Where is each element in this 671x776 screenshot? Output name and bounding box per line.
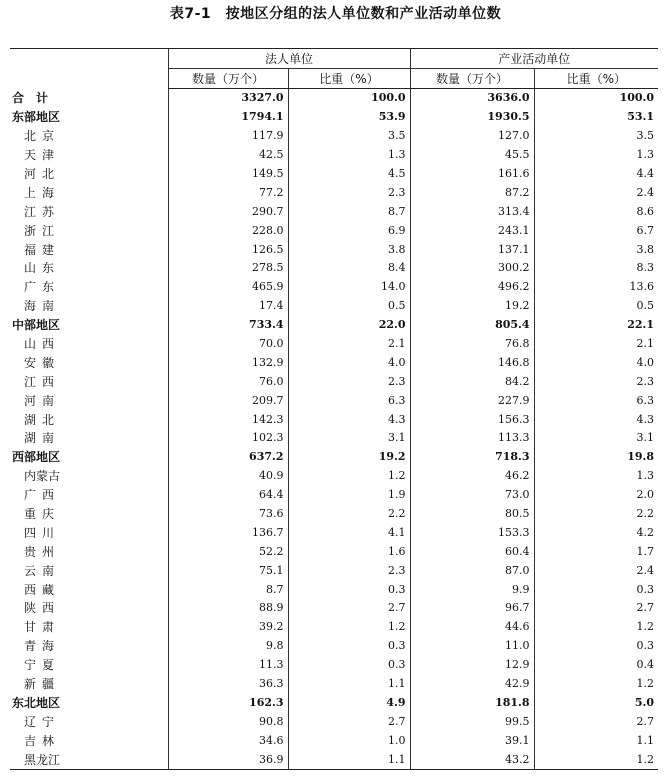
- activity-share-cell: 8.6: [534, 202, 658, 221]
- legal-count-cell: 40.9: [168, 467, 288, 486]
- activity-count-cell: 87.0: [410, 561, 534, 580]
- legal-count-cell: 8.7: [168, 580, 288, 599]
- activity-share-cell: 1.1: [534, 731, 658, 750]
- table-row: [10, 505, 658, 524]
- legal-share-cell: 4.3: [288, 410, 410, 429]
- row-label: 北京: [24, 129, 61, 144]
- legal-share-cell: 1.9: [288, 486, 410, 505]
- table-header: [10, 49, 658, 89]
- activity-share-cell: 5.0: [534, 694, 658, 713]
- activity-count-cell: 99.5: [410, 712, 534, 731]
- legal-share-cell: 3.5: [288, 127, 410, 146]
- table-row: [10, 146, 658, 165]
- table-row: [10, 731, 658, 750]
- activity-count-cell: 45.5: [410, 146, 534, 165]
- activity-share-header: 比重（%）: [534, 69, 658, 89]
- row-label: 河南: [24, 393, 61, 408]
- legal-count-cell: 34.6: [168, 731, 288, 750]
- legal-count-header: 数量（万个）: [168, 69, 288, 89]
- activity-share-cell: 8.3: [534, 259, 658, 278]
- activity-share-cell: 2.4: [534, 561, 658, 580]
- activity-count-cell: 300.2: [410, 259, 534, 278]
- activity-share-cell: 22.1: [534, 316, 658, 335]
- row-label: 天津: [24, 148, 61, 163]
- legal-count-cell: 9.8: [168, 637, 288, 656]
- activity-share-cell: 1.3: [534, 146, 658, 165]
- table-row: [10, 467, 658, 486]
- legal-share-cell: 14.0: [288, 278, 410, 297]
- legal-share-cell: 2.3: [288, 561, 410, 580]
- table-row: [10, 108, 658, 127]
- legal-share-cell: 1.1: [288, 675, 410, 694]
- row-label: 山西: [24, 337, 61, 352]
- legal-share-cell: 2.1: [288, 335, 410, 354]
- legal-share-cell: 0.3: [288, 637, 410, 656]
- table-row: [10, 410, 658, 429]
- legal-count-cell: 149.5: [168, 165, 288, 184]
- legal-count-cell: 117.9: [168, 127, 288, 146]
- activity-count-cell: 44.6: [410, 618, 534, 637]
- activity-share-cell: 53.1: [534, 108, 658, 127]
- activity-count-cell: 60.4: [410, 542, 534, 561]
- row-label: 上海: [24, 185, 61, 200]
- activity-count-cell: 805.4: [410, 316, 534, 335]
- activity-count-cell: 496.2: [410, 278, 534, 297]
- legal-count-cell: 132.9: [168, 353, 288, 372]
- row-label: 新疆: [24, 677, 61, 692]
- table-row: [10, 561, 658, 580]
- activity-count-cell: 39.1: [410, 731, 534, 750]
- activity-share-cell: 4.0: [534, 353, 658, 372]
- row-label: 河北: [24, 167, 61, 181]
- activity-share-cell: 6.7: [534, 221, 658, 240]
- activity-count-cell: 243.1: [410, 221, 534, 240]
- table-row: [10, 656, 658, 675]
- legal-share-cell: 1.0: [288, 731, 410, 750]
- row-label: 福建: [24, 242, 61, 257]
- activity-share-cell: 6.3: [534, 391, 658, 410]
- legal-share-cell: 3.8: [288, 240, 410, 259]
- activity-share-cell: 2.0: [534, 486, 658, 505]
- legal-share-cell: 8.7: [288, 202, 410, 221]
- table-row: [10, 278, 658, 297]
- row-label: 贵州: [24, 544, 61, 559]
- legal-share-cell: 2.2: [288, 505, 410, 524]
- legal-count-cell: 733.4: [168, 316, 288, 335]
- table-row: [10, 750, 658, 769]
- table-row: [10, 165, 658, 184]
- legal-share-cell: 1.6: [288, 542, 410, 561]
- legal-share-cell: 4.0: [288, 353, 410, 372]
- row-label: 海南: [24, 299, 61, 314]
- row-label: 宁夏: [24, 658, 61, 673]
- legal-share-cell: 100.0: [288, 89, 410, 108]
- activity-share-cell: 0.3: [534, 580, 658, 599]
- legal-count-cell: 11.3: [168, 656, 288, 675]
- activity-count-cell: 46.2: [410, 467, 534, 486]
- row-label: 湖北: [24, 412, 61, 427]
- legal-share-cell: 6.3: [288, 391, 410, 410]
- legal-count-cell: 70.0: [168, 335, 288, 354]
- legal-count-cell: 64.4: [168, 486, 288, 505]
- table-row: [10, 316, 658, 335]
- activity-share-cell: 2.1: [534, 335, 658, 354]
- activity-count-cell: 313.4: [410, 202, 534, 221]
- row-label: 江苏: [24, 204, 61, 219]
- table-row: [10, 240, 658, 259]
- activity-count-cell: 113.3: [410, 429, 534, 448]
- row-label: 浙江: [24, 223, 61, 238]
- activity-share-cell: 3.8: [534, 240, 658, 259]
- legal-count-cell: 36.9: [168, 750, 288, 769]
- legal-count-cell: 136.7: [168, 523, 288, 542]
- legal-share-cell: 0.3: [288, 656, 410, 675]
- row-label: 四川: [24, 525, 61, 540]
- activity-share-cell: 2.3: [534, 372, 658, 391]
- activity-count-cell: 73.0: [410, 486, 534, 505]
- activity-count-header: 数量（万个）: [410, 69, 534, 89]
- activity-count-cell: 137.1: [410, 240, 534, 259]
- table-row: [10, 353, 658, 372]
- legal-count-cell: 228.0: [168, 221, 288, 240]
- activity-count-cell: 1930.5: [410, 108, 534, 127]
- row-label: 东部地区: [12, 110, 61, 125]
- row-label: 吉林: [24, 733, 61, 748]
- legal-count-cell: 90.8: [168, 712, 288, 731]
- activity-share-cell: 1.2: [534, 618, 658, 637]
- table-row: [10, 580, 658, 599]
- activity-count-cell: 43.2: [410, 750, 534, 769]
- activity-share-cell: 1.2: [534, 675, 658, 694]
- legal-count-cell: 278.5: [168, 259, 288, 278]
- activity-count-cell: 156.3: [410, 410, 534, 429]
- region-column-header: [10, 49, 168, 89]
- activity-count-cell: 9.9: [410, 580, 534, 599]
- table-row: [10, 221, 658, 240]
- legal-count-cell: 36.3: [168, 675, 288, 694]
- table-row: [10, 542, 658, 561]
- legal-count-cell: 126.5: [168, 240, 288, 259]
- activity-count-cell: 227.9: [410, 391, 534, 410]
- activity-share-cell: 13.6: [534, 278, 658, 297]
- legal-share-cell: 2.3: [288, 183, 410, 202]
- activity-share-cell: 19.8: [534, 448, 658, 467]
- legal-count-cell: 209.7: [168, 391, 288, 410]
- legal-count-cell: 76.0: [168, 372, 288, 391]
- activity-share-cell: 3.1: [534, 429, 658, 448]
- legal-count-cell: 77.2: [168, 183, 288, 202]
- table-row: [10, 448, 658, 467]
- activity-share-cell: 100.0: [534, 89, 658, 108]
- table-row: [10, 297, 658, 316]
- activity-count-cell: 146.8: [410, 353, 534, 372]
- legal-count-cell: 102.3: [168, 429, 288, 448]
- row-label: 广西: [24, 488, 61, 503]
- activity-count-cell: 87.2: [410, 183, 534, 202]
- table-row: [10, 618, 658, 637]
- row-label: 安徽: [24, 355, 61, 370]
- legal-count-cell: 142.3: [168, 410, 288, 429]
- legal-share-cell: 0.3: [288, 580, 410, 599]
- activity-share-cell: 0.4: [534, 656, 658, 675]
- activity-count-cell: 153.3: [410, 523, 534, 542]
- table-row: [10, 391, 658, 410]
- legal-share-cell: 1.2: [288, 618, 410, 637]
- legal-count-cell: 465.9: [168, 278, 288, 297]
- row-label: 中部地区: [12, 318, 61, 333]
- legal-share-cell: 22.0: [288, 316, 410, 335]
- activity-count-cell: 718.3: [410, 448, 534, 467]
- activity-share-cell: 2.2: [534, 505, 658, 524]
- row-label: 合 计: [12, 91, 49, 106]
- activity-share-cell: 4.3: [534, 410, 658, 429]
- row-label: 云南: [24, 563, 61, 578]
- legal-share-cell: 2.7: [288, 712, 410, 731]
- legal-count-cell: 73.6: [168, 505, 288, 524]
- row-label: 陕西: [24, 601, 61, 616]
- row-label: 西藏: [24, 582, 61, 597]
- table-row: [10, 637, 658, 656]
- activity-count-cell: 80.5: [410, 505, 534, 524]
- table-row: [10, 486, 658, 505]
- legal-count-cell: 290.7: [168, 202, 288, 221]
- table-row: [10, 202, 658, 221]
- legal-count-cell: 75.1: [168, 561, 288, 580]
- legal-share-cell: 1.3: [288, 146, 410, 165]
- activity-count-cell: 42.9: [410, 675, 534, 694]
- data-table: [10, 48, 658, 770]
- row-label: 重庆: [24, 507, 61, 522]
- legal-share-cell: 4.9: [288, 694, 410, 713]
- activity-share-cell: 4.2: [534, 523, 658, 542]
- legal-share-header: 比重（%）: [288, 69, 410, 89]
- activity-count-cell: 84.2: [410, 372, 534, 391]
- row-label: 湖南: [24, 431, 61, 446]
- table-row: [10, 599, 658, 618]
- legal-count-cell: 3327.0: [168, 89, 288, 108]
- legal-count-cell: 17.4: [168, 297, 288, 316]
- activity-count-cell: 161.6: [410, 165, 534, 184]
- legal-share-cell: 0.5: [288, 297, 410, 316]
- activity-count-cell: 181.8: [410, 694, 534, 713]
- table-row: [10, 89, 658, 108]
- activity-share-cell: 0.3: [534, 637, 658, 656]
- legal-count-cell: 1794.1: [168, 108, 288, 127]
- row-label: 广东: [24, 280, 61, 295]
- legal-share-cell: 3.1: [288, 429, 410, 448]
- activity-count-cell: 127.0: [410, 127, 534, 146]
- activity-count-cell: 96.7: [410, 599, 534, 618]
- legal-count-cell: 637.2: [168, 448, 288, 467]
- legal-share-cell: 4.5: [288, 165, 410, 184]
- activity-share-cell: 1.3: [534, 467, 658, 486]
- activity-count-cell: 76.8: [410, 335, 534, 354]
- activity-share-cell: 2.4: [534, 183, 658, 202]
- row-label: 辽宁: [24, 714, 61, 729]
- activity-count-cell: 19.2: [410, 297, 534, 316]
- table-title: 表7-1 按地区分组的法人单位数和产业活动单位数: [169, 6, 502, 22]
- activity-share-cell: 3.5: [534, 127, 658, 146]
- table-row: [10, 694, 658, 713]
- legal-share-cell: 1.2: [288, 467, 410, 486]
- activity-share-cell: 2.7: [534, 712, 658, 731]
- activity-count-cell: 12.9: [410, 656, 534, 675]
- activity-share-cell: 1.2: [534, 750, 658, 769]
- table-row: [10, 523, 658, 542]
- table-row: [10, 127, 658, 146]
- table-row: [10, 712, 658, 731]
- activity-count-cell: 3636.0: [410, 89, 534, 108]
- table-row: [10, 675, 658, 694]
- legal-count-cell: 162.3: [168, 694, 288, 713]
- legal-share-cell: 2.7: [288, 599, 410, 618]
- legal-share-cell: 4.1: [288, 523, 410, 542]
- legal-count-cell: 52.2: [168, 542, 288, 561]
- table-body: [10, 89, 658, 770]
- legal-share-cell: 6.9: [288, 221, 410, 240]
- legal-units-header: 法人单位: [168, 49, 410, 69]
- row-label: 内蒙古: [24, 469, 61, 484]
- table-row: [10, 372, 658, 391]
- activity-units-header: 产业活动单位: [410, 49, 658, 69]
- activity-count-cell: 11.0: [410, 637, 534, 656]
- row-label: 山东: [24, 261, 61, 276]
- row-label: 甘肃: [24, 620, 61, 635]
- legal-count-cell: 39.2: [168, 618, 288, 637]
- legal-share-cell: 1.1: [288, 750, 410, 769]
- legal-share-cell: 2.3: [288, 372, 410, 391]
- legal-share-cell: 19.2: [288, 448, 410, 467]
- activity-share-cell: 1.7: [534, 542, 658, 561]
- activity-share-cell: 0.5: [534, 297, 658, 316]
- table-row: [10, 259, 658, 278]
- row-label: 江西: [24, 374, 61, 389]
- row-label: 黑龙江: [10, 750, 168, 769]
- row-label: 东北地区: [12, 695, 61, 710]
- table-row: [10, 335, 658, 354]
- legal-count-cell: 88.9: [168, 599, 288, 618]
- legal-share-cell: 8.4: [288, 259, 410, 278]
- activity-share-cell: 2.7: [534, 599, 658, 618]
- row-label: 青海: [24, 639, 61, 654]
- legal-count-cell: 42.5: [168, 146, 288, 165]
- table-row: [10, 429, 658, 448]
- activity-share-cell: 4.4: [534, 165, 658, 184]
- row-label: 西部地区: [12, 450, 61, 465]
- table-row: [10, 183, 658, 202]
- legal-share-cell: 53.9: [288, 108, 410, 127]
